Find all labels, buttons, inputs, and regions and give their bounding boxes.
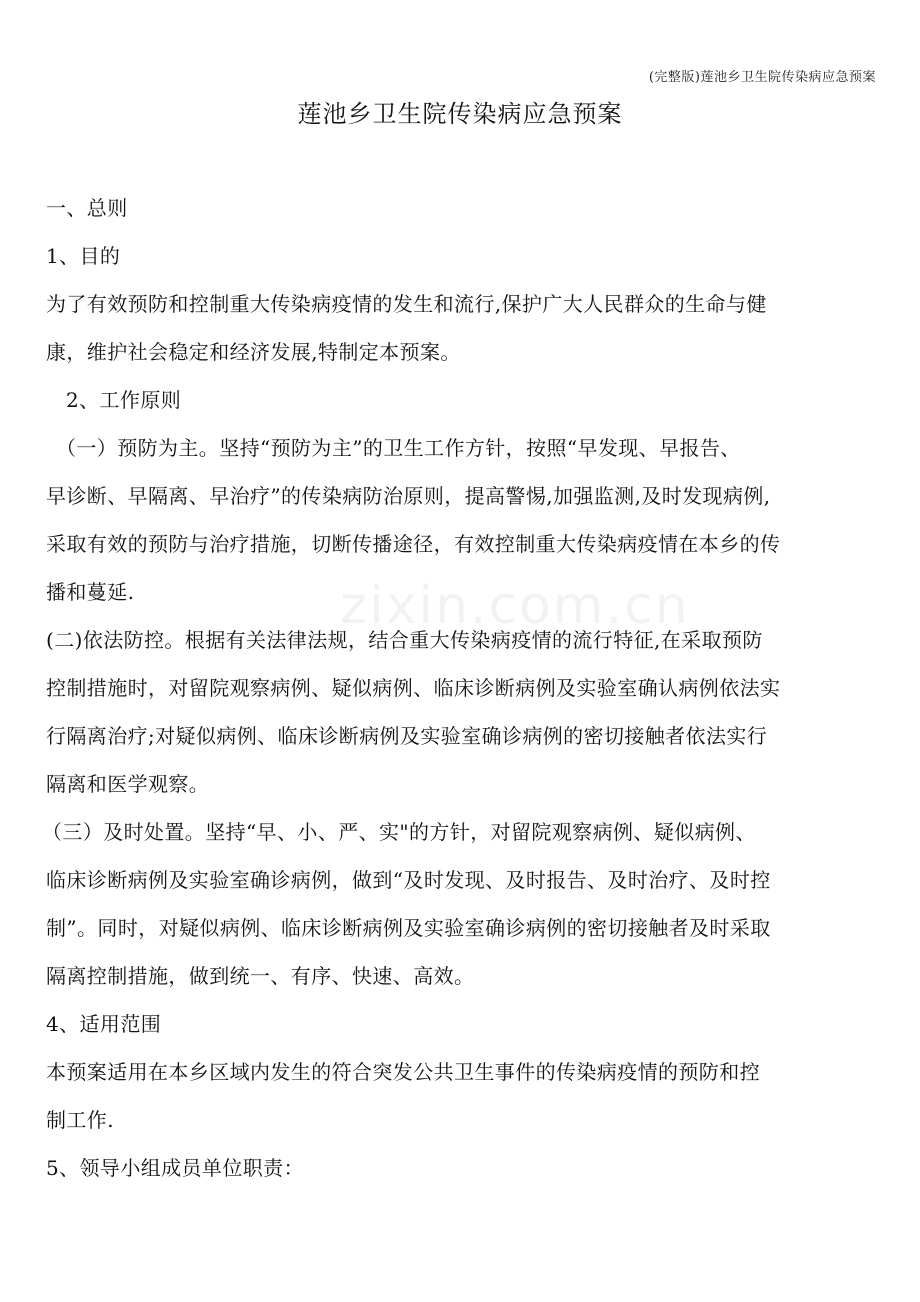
watermark: zixin.com.cn <box>340 576 690 636</box>
subheading-purpose: 1、目的 <box>46 244 121 268</box>
section-heading-general: 一、总则 <box>46 196 128 220</box>
document-title: 莲池乡卫生院传染病应急预案 <box>297 100 623 128</box>
subheading-duties: 5、领导小组成员单位职责： <box>46 1156 304 1180</box>
paragraph-line: 早诊断、早隔离、早治疗”的传染病防治原则，提高警惕,加强监测,及时发现病例, <box>46 484 771 508</box>
paragraph-line: 本预案适用在本乡区域内发生的符合突发公共卫生事件的传染病疫情的预防和控 <box>46 1060 760 1084</box>
paragraph-line: （一）预防为主。坚持“预防为主”的卫生工作方针，按照“早发现、早报告、 <box>56 436 741 460</box>
paragraph-line: 制工作. <box>46 1108 114 1132</box>
paragraph-line: (二)依法防控。根据有关法律法规，结合重大传染病疫情的流行特征,在采取预防 <box>46 628 763 652</box>
paragraph-line: 控制措施时，对留院观察病例、疑似病例、临床诊断病例及实验室确认病例依法实 <box>46 676 781 700</box>
paragraph-line: 采取有效的预防与治疗措施，切断传播途径，有效控制重大传染病疫情在本乡的传 <box>46 532 781 556</box>
running-header: (完整版)莲池乡卫生院传染病应急预案 <box>648 70 876 85</box>
paragraph-line: 行隔离治疗;对疑似病例、临床诊断病例及实验室确诊病例的密切接触者依法实行 <box>46 724 768 748</box>
paragraph-line: 隔离控制措施，做到统一、有序、快速、高效。 <box>46 964 475 988</box>
paragraph-line: 为了有效预防和控制重大传染病疫情的发生和流行,保护广大人民群众的生命与健 <box>46 292 767 316</box>
paragraph-line: 播和蔓延. <box>46 580 135 604</box>
paragraph-line: 隔离和医学观察。 <box>46 772 210 796</box>
subheading-scope: 4、适用范围 <box>46 1012 162 1036</box>
paragraph-line: （三）及时处置。坚持“早、小、严、实"的方针，对留院观察病例、疑似病例、 <box>42 820 756 844</box>
paragraph-line: 制”。同时，对疑似病例、临床诊断病例及实验室确诊病例的密切接触者及时采取 <box>46 916 771 940</box>
paragraph-line: 临床诊断病例及实验室确诊病例，做到“及时发现、及时报告、及时治疗、及时控 <box>46 868 771 892</box>
paragraph-line: 康，维护社会稳定和经济发展,特制定本预案。 <box>46 340 461 364</box>
subheading-principles: 2、工作原则 <box>66 388 182 412</box>
